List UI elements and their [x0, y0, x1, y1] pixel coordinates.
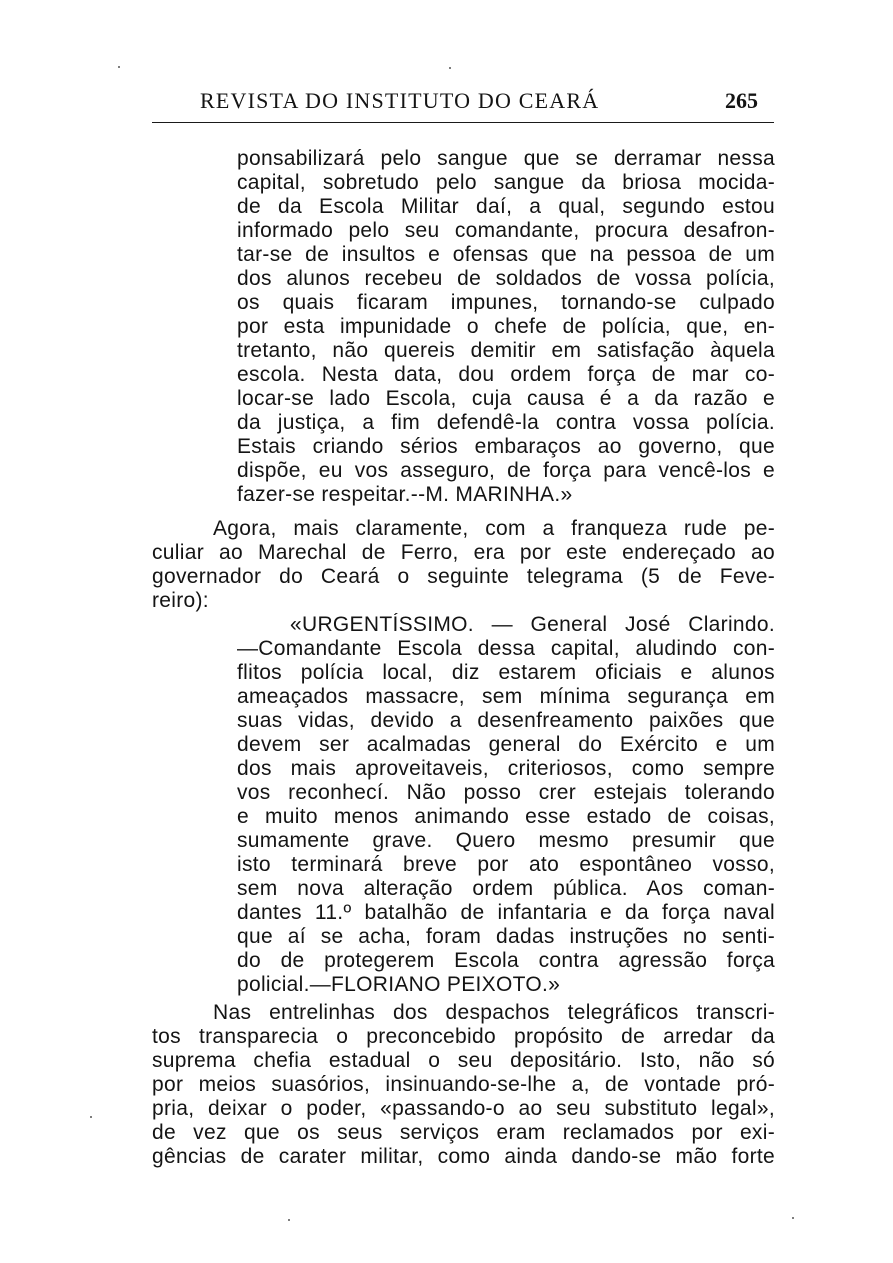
text-line: sem nova alteração ordem pública. Aos coman- — [237, 877, 775, 900]
text-line: policial.—FLORIANO PEIXOTO.» — [237, 973, 561, 996]
text-line: por meios suasórios, insinuando-se-lhe a, de vontade pró- — [152, 1073, 775, 1096]
text-line: locar-se lado Escola, cuja causa é a da razão e — [237, 387, 775, 410]
text-line: vos reconhecí. Não posso crer estejais tolerando — [237, 781, 775, 804]
text-line: escola. Nesta data, dou ordem força de mar co- — [237, 363, 775, 386]
text-line: reiro): — [152, 589, 209, 612]
text-line: dantes 11.º batalhão de infantaria e da força naval — [237, 901, 775, 924]
text-line: de da Escola Militar daí, a qual, segundo estou — [237, 195, 775, 218]
text-line: tretanto, não quereis demitir em satisfação àquela — [237, 339, 775, 362]
running-header — [152, 86, 774, 123]
text-line: capital, sobretudo pelo sangue da briosa mocida- — [237, 171, 775, 194]
scan-speck — [118, 66, 120, 68]
page-number: 265 — [725, 88, 758, 113]
text-line: os quais ficaram impunes, tornando-se culpado — [237, 291, 775, 314]
text-line: de vez que os seus serviços eram reclamados por exi- — [152, 1121, 775, 1144]
scan-speck — [90, 1116, 92, 1118]
text-line: dos mais aproveitaveis, criteriosos, como sempre — [237, 757, 775, 780]
scan-speck — [288, 1219, 290, 1221]
text-line: suas vidas, devido a desenfreamento paixões que — [237, 709, 775, 732]
text-line: da justiça, a fim defendê-la contra vossa polícia. — [237, 411, 775, 434]
text-line: por esta impunidade o chefe de polícia, que, en- — [237, 315, 775, 338]
text-line: gências de carater militar, como ainda dando-se mão forte — [152, 1145, 775, 1168]
text-line: e muito menos animando esse estado de coisas, — [237, 805, 775, 828]
text-line: sumamente grave. Quero mesmo presumir que — [237, 829, 775, 852]
text-line: que aí se acha, foram dadas instruções no senti- — [237, 925, 775, 948]
journal-title: REVISTA DO INSTITUTO DO CEARÁ — [200, 88, 600, 113]
text-line: —Comandante Escola dessa capital, aludindo con- — [237, 637, 775, 660]
text-line: dos alunos recebeu de soldados de vossa polícia, — [237, 267, 775, 290]
text-line: informado pelo seu comandante, procura desafron- — [237, 219, 775, 242]
text-line: do de protegerem Escola contra agressão força — [237, 949, 775, 972]
text-line: tar-se de insultos e ofensas que na pessoa de um — [237, 243, 775, 266]
text-line: ponsabilizará pelo sangue que se derramar nessa — [237, 147, 775, 170]
text-line: pria, deixar o poder, «passando-o ao seu substituto legal», — [152, 1097, 775, 1120]
text-line: ameaçados massacre, sem mínima segurança em — [237, 685, 775, 708]
text-line: suprema chefia estadual o seu depositário. Isto, não só — [152, 1049, 775, 1072]
text-line: flitos polícia local, diz estarem oficiais e alunos — [237, 661, 775, 684]
text-line: tos transparecia o preconcebido propósito de arredar da — [152, 1025, 775, 1048]
text-line: fazer-se respeitar.--M. MARINHA.» — [237, 483, 573, 506]
text-line: Nas entrelinhas dos despachos telegráficos transcri- — [213, 1001, 775, 1024]
text-line: dispõe, eu vos asseguro, de força para vencê-los e — [237, 459, 775, 482]
text-line: governador do Ceará o seguinte telegrama (5 de Feve- — [152, 565, 775, 588]
text-line: «URGENTÍSSIMO. — General José Clarindo. — [290, 613, 775, 636]
text-line: Estais criando sérios embaraços ao governo, que — [237, 435, 775, 458]
text-line: Agora, mais claramente, com a franqueza rude pe- — [213, 517, 775, 540]
scan-speck — [792, 1217, 794, 1219]
text-line: culiar ao Marechal de Ferro, era por este endereçado ao — [152, 541, 775, 564]
text-line: devem ser acalmadas general do Exército e um — [237, 733, 775, 756]
text-line: isto terminará breve por ato espontâneo vosso, — [237, 853, 775, 876]
scan-speck — [449, 67, 451, 69]
